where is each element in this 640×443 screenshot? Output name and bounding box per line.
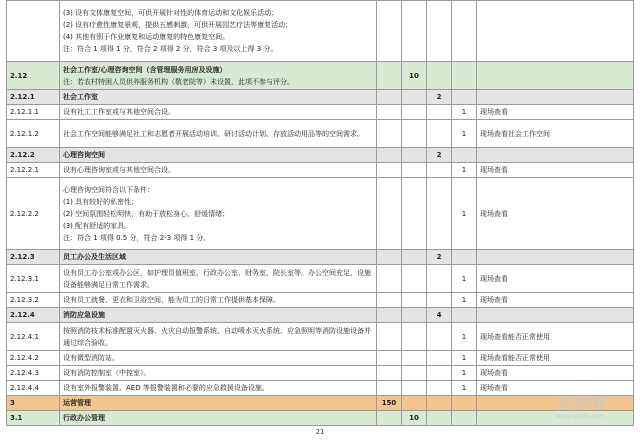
- item-code: 2.12.4.3: [7, 366, 60, 381]
- table-row: [7, 293, 634, 308]
- subsection-row: [7, 148, 634, 163]
- item-score: 2: [427, 90, 452, 105]
- item-score: 2: [427, 250, 452, 265]
- section-row: [7, 62, 634, 90]
- table-row: [7, 120, 634, 148]
- item-method: 现场查看: [477, 265, 634, 293]
- item-code: 2.12.1.1: [7, 105, 60, 120]
- item-code: 2.12: [7, 62, 60, 90]
- item-description: 社会工作室/心理咨询空间（含管理服务用房及设施） 注：若农村特困人员供养服务机构（敬老院等）未设置，此项不参与评分。: [60, 62, 377, 90]
- item-description: 设有员工办公室或办公区，如护理员值班室、行政办公室、财务室、院长室等。办公空间充足，设施设备能够满足日常工作需求。: [60, 265, 377, 293]
- item-description: 心理咨询空间符合以下条件： (1) 具有较好的私密性； (2) 空间氛围轻松明快，有助于放松身心、舒缓情绪； (3) 配有舒适的家具。 注：符合 1 项得 0.5 分，符合 2-3 项得 1 分。: [60, 178, 377, 250]
- item-method: 现场查看能否正常使用: [477, 351, 634, 366]
- item-description: 设有社工工作室或与其他空间合设。: [60, 105, 377, 120]
- table-row: [7, 178, 634, 250]
- item-score: 10: [402, 62, 427, 90]
- item-score: 10: [402, 411, 427, 426]
- subsection-row: [7, 250, 634, 265]
- item-method: 现场查看社会工作空间: [477, 120, 634, 148]
- item-score: 1: [452, 293, 477, 308]
- subsection-row: [7, 90, 634, 105]
- page-number: 21: [315, 428, 325, 436]
- item-title: 社会工作室: [60, 90, 377, 105]
- item-description: 社会工作空间能够满足社工和志愿者开展活动培训、研讨活动计划、存放活动用品等的空间需求。: [60, 120, 377, 148]
- subsection-row: [7, 308, 634, 323]
- table-row: [7, 381, 634, 396]
- table-row: [7, 1, 634, 62]
- item-code: 2.12.3: [7, 250, 60, 265]
- item-code: 2.12.2.1: [7, 163, 60, 178]
- item-title: 员工办公及生活区域: [60, 250, 377, 265]
- item-code: 2.12.4.4: [7, 381, 60, 396]
- item-code: 2.12.3.2: [7, 293, 60, 308]
- watermark-logo: 安养吧 anyang300.com: [555, 394, 605, 420]
- item-score: 1: [452, 351, 477, 366]
- item-score: 150: [377, 396, 402, 411]
- item-code: 2.12.4.1: [7, 323, 60, 351]
- item-description: 按照消防技术标准配置灭火器、火灾自动报警系统、自动喷水灭火系统、应急照明等消防设施设备并通过综合验收。: [60, 323, 377, 351]
- item-score: 1: [452, 323, 477, 351]
- item-title: 心理咨询空间: [60, 148, 377, 163]
- item-description: 设有微型消防站。: [60, 351, 377, 366]
- item-method: 现场查看: [477, 178, 634, 250]
- item-method: 现场查看: [477, 105, 634, 120]
- table-row: [7, 366, 634, 381]
- item-score: 1: [452, 163, 477, 178]
- table-row: [7, 323, 634, 351]
- item-description: (3) 设有文体康复空间，可供开展针对性的体育运动和文化娱乐活动； (2) 设有疗愈性康复景观，提供五感刺激，可供开展园艺疗法等康复活动； (4) 其他有别于作业康复和运动康复的特色康复空间。 注：符合 1 项得 1 分，符合 2 项得 2 分，符合 3 项及以上得 3 分。: [60, 1, 377, 62]
- item-code: 3: [7, 396, 60, 411]
- item-code: 2.12.4: [7, 308, 60, 323]
- item-method: 现场查看能否正常使用: [477, 323, 634, 351]
- item-description: 设有心理咨询室或与其他空间合设。: [60, 163, 377, 178]
- item-score: 1: [452, 265, 477, 293]
- item-code: 2.12.1: [7, 90, 60, 105]
- item-score: 1: [452, 120, 477, 148]
- item-score: 1: [452, 105, 477, 120]
- item-code: 2.12.2: [7, 148, 60, 163]
- item-description: 设有员工就餐、更衣和卫浴空间，能为员工的日常工作提供基本保障。: [60, 293, 377, 308]
- item-method: 现场查看: [477, 381, 634, 396]
- item-method: 现场查看: [477, 293, 634, 308]
- item-title: 消防应急设施: [60, 308, 377, 323]
- item-description: 设有室外报警装置、AED 等报警装置和必要的应急救援设备设施。: [60, 381, 377, 396]
- item-description: 设有消防控制室（中控室）。: [60, 366, 377, 381]
- item-score: 2: [427, 148, 452, 163]
- item-code: 3.1: [7, 411, 60, 426]
- item-method: 现场查看: [477, 366, 634, 381]
- table-row: [7, 265, 634, 293]
- item-score: 4: [427, 308, 452, 323]
- item-code: 2.12.1.2: [7, 120, 60, 148]
- item-score: 1: [452, 178, 477, 250]
- item-score: 1: [452, 381, 477, 396]
- item-method: 现场查看: [477, 163, 634, 178]
- item-score: 1: [452, 366, 477, 381]
- table-row: [7, 351, 634, 366]
- item-code: 2.12.3.1: [7, 265, 60, 293]
- table-row: [7, 105, 634, 120]
- item-code: 2.12.4.2: [7, 351, 60, 366]
- item-title: 运营管理: [60, 396, 377, 411]
- table-row: [7, 163, 634, 178]
- item-code: 2.12.2.2: [7, 178, 60, 250]
- standards-table: [6, 0, 634, 426]
- item-title: 行政办公管理: [60, 411, 377, 426]
